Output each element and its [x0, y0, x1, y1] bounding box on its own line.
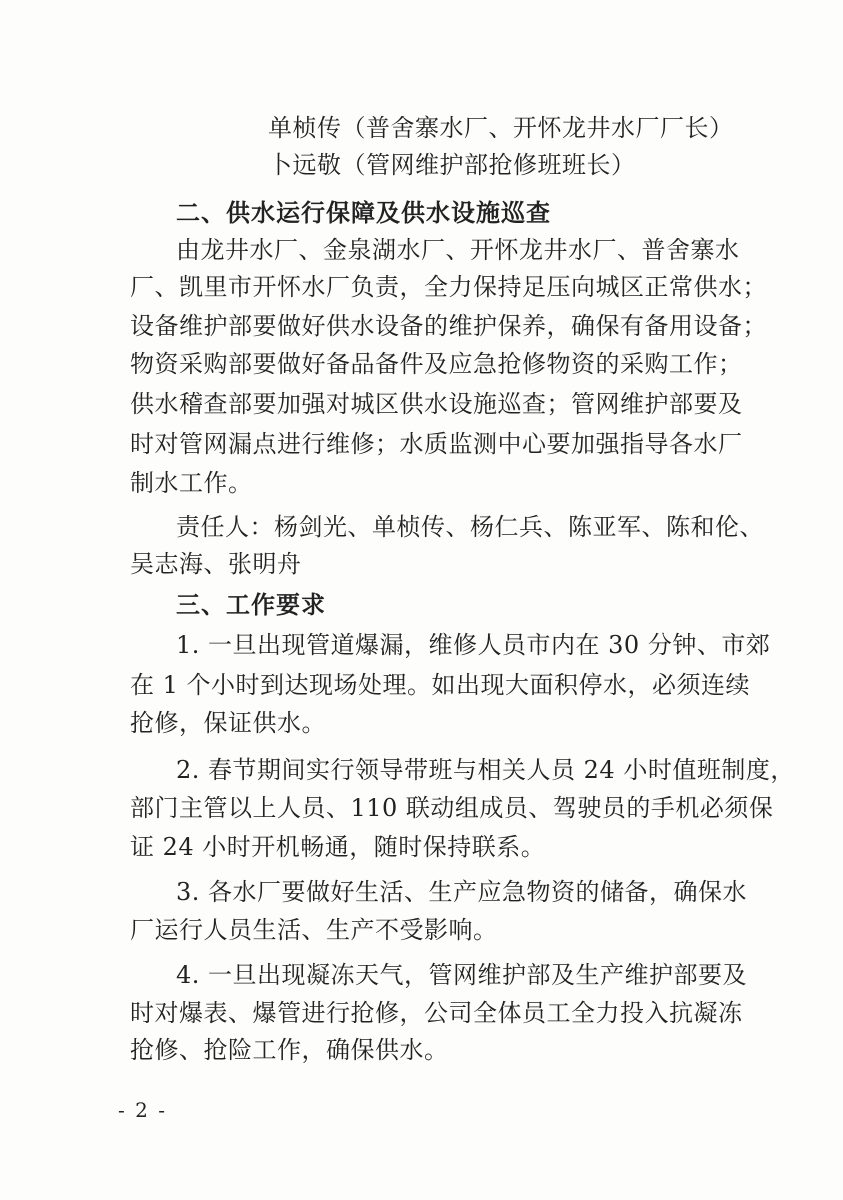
- requirement-4-line: 时对爆表、爆管进行抢修，公司全体员工全力投入抗凝冻: [130, 999, 743, 1027]
- requirement-3-line: 3. 各水厂要做好生活、生产应急物资的储备，确保水: [176, 878, 748, 906]
- paragraph-line: 设备维护部要做好供水设备的维护保养，确保有备用设备；: [130, 312, 767, 340]
- requirement-4-line: 抢修、抢险工作，确保供水。: [130, 1036, 449, 1064]
- responsible-line-bu: 卜远敬（管网维护部抢修班班长）: [268, 151, 636, 179]
- requirement-1-line: 1. 一旦出现管道爆漏，维修人员市内在 30 分钟、市郊: [176, 631, 771, 659]
- paragraph-line: 厂、凯里市开怀水厂负责，全力保持足压向城区正常供水；: [130, 273, 767, 301]
- responsible-persons-line: 责任人：杨剑光、单桢传、杨仁兵、陈亚军、陈和伦、: [176, 513, 764, 541]
- responsible-persons-line: 吴志海、张明舟: [130, 550, 302, 578]
- requirement-1-line: 抢修，保证供水。: [130, 709, 326, 737]
- paragraph-line: 时对管网漏点进行维修；水质监测中心要加强指导各水厂: [130, 430, 743, 458]
- requirement-1-line: 在 1 个小时到达现场处理。如出现大面积停水，必须连续: [130, 671, 751, 699]
- section-heading-2: 二、供水运行保障及供水设施巡查: [176, 199, 551, 227]
- section-heading-3: 三、工作要求: [176, 591, 326, 619]
- requirement-2-line: 2. 春节期间实行领导带班与相关人员 24 小时值班制度，: [176, 756, 795, 784]
- paragraph-line: 供水稽查部要加强对城区供水设施巡查；管网维护部要及: [130, 390, 743, 418]
- paragraph-line: 物资采购部要做好备品备件及应急抢修物资的采购工作；: [130, 350, 743, 378]
- requirement-4-line: 4. 一旦出现凝冻天气，管网维护部及生产维护部要及: [176, 961, 748, 989]
- responsible-line-shan: 单桢传（普舍寨水厂、开怀龙井水厂厂长）: [268, 114, 734, 142]
- paragraph-line: 制水工作。: [130, 469, 253, 497]
- requirement-3-line: 厂运行人员生活、生产不受影响。: [130, 916, 498, 944]
- requirement-2-line: 证 24 小时开机畅通，随时保持联系。: [130, 833, 546, 861]
- requirement-2-line: 部门主管以上人员、110 联动组成员、驾驶员的手机必须保: [130, 794, 774, 822]
- paragraph-line: 由龙井水厂、金泉湖水厂、开怀龙井水厂、普舍寨水: [176, 236, 740, 264]
- page-number: - 2 -: [118, 1098, 167, 1122]
